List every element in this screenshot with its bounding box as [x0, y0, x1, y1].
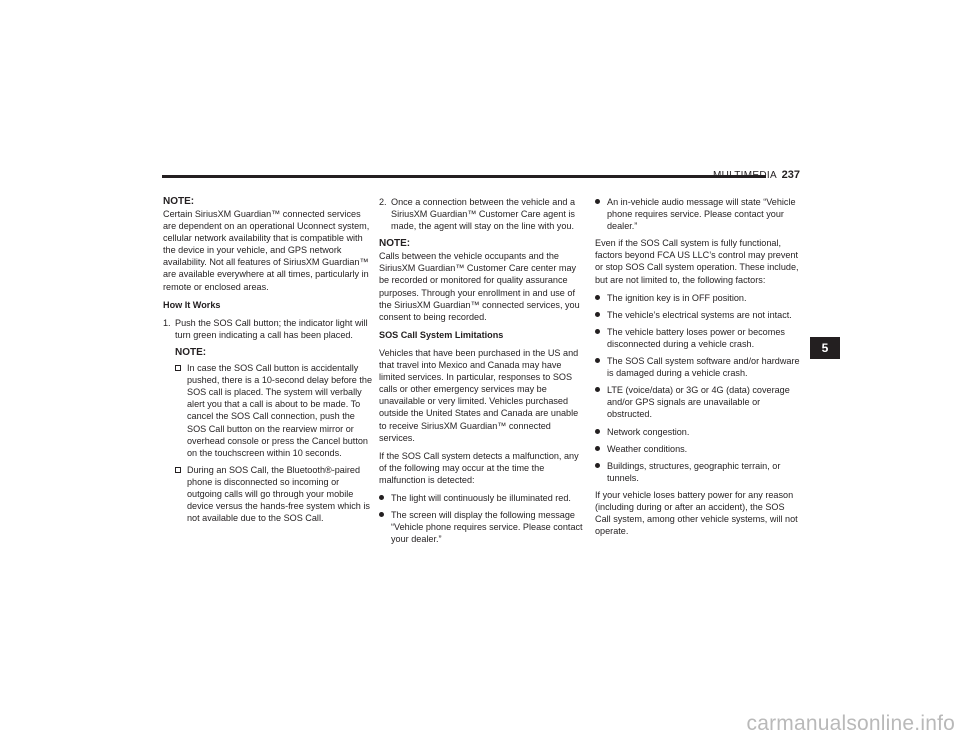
list-item-text: The vehicle battery loses power or becomes disconnected during a vehicle crash.: [607, 326, 785, 349]
step-number: 1.: [163, 317, 171, 328]
bullet-icon: [595, 384, 607, 420]
paragraph: If your vehicle loses battery power for any reason (including during or after an accident), the SOS Call system, among other vehicle systems, will not operate.: [595, 489, 798, 537]
list-item: [175, 362, 373, 459]
list-item-text: The SOS Call system software and/or hardware is damaged during a vehicle crash.: [607, 356, 800, 379]
list-item: [595, 292, 800, 304]
inner-note-label: NOTE:: [175, 346, 207, 358]
bullet-icon: [595, 326, 607, 350]
list-item: [595, 426, 800, 438]
list-item: [595, 460, 800, 484]
note-label: NOTE:: [379, 238, 411, 250]
list-item-text: Buildings, structures, geographic terrain, or tunnels.: [607, 460, 781, 483]
list-item-text: The ignition key is in OFF position.: [607, 292, 747, 303]
column-left: [163, 196, 373, 529]
list-item-text: An in-vehicle audio message will state “Vehicle phone requires service. Please contact your dealer.”: [607, 197, 796, 232]
list-item-text: During an SOS Call, the Bluetooth®-paired phone is disconnected so incoming or outgoing calls will go through your mobile device versus the hands-free system which is not available due to the SOS Call.: [187, 464, 370, 524]
header-rule: [162, 175, 766, 178]
step-text: Once a connection between the vehicle and a SiriusXM Guardian™ Customer Care agent is made, the agent will stay on the line with you.: [391, 197, 576, 232]
chapter-tab: 5: [810, 337, 840, 359]
step-2: [379, 196, 584, 232]
list-item-text: In case the SOS Call button is accidentally pushed, there is a 10-second delay before the SOS call is placed. The system will verbally alert you that a call is about to be made. To cancel the SOS Call connection, push the SOS Call button on the rearview mirror or overhead console or press the Cancel button on the touchscreen within 10 seconds.: [187, 363, 373, 458]
list-item-text: LTE (voice/data) or 3G or 4G (data) coverage and/or GPS signals are unavailable or obstructed.: [607, 385, 790, 420]
list-item-text: The screen will display the following message “Vehicle phone requires service. Please contact your dealer.”: [391, 510, 583, 545]
paragraph: Even if the SOS Call system is fully functional, factors beyond FCA US LLC’s control may prevent or stop SOS Call system operation. These include, but are not limited to, the following factors:: [595, 238, 799, 285]
list-item: [595, 326, 800, 350]
paragraph: Vehicles that have been purchased in the US and that travel into Mexico and Canada may have limited services. In particular, responses to SOS calls or other emergency services may be unavailable or very limited. Vehicles purchased outside the United States and Canada are unable to receive SiriusXM Guardian™ connected services.: [379, 347, 579, 443]
square-bullet-icon: [175, 362, 187, 459]
list-item: [595, 355, 800, 379]
note-label: NOTE:: [163, 196, 195, 207]
bullet-icon: [595, 196, 607, 232]
paragraph: If the SOS Call system detects a malfunction, any of the following may occur at the time the malfunction is detected:: [379, 450, 579, 485]
list-item-text: The light will continuously be illuminated red.: [391, 492, 571, 503]
note-text: Calls between the vehicle occupants and the SiriusXM Guardian™ Customer Care center may be recorded or monitored for quality assurance purposes. Through your enrollment in and use of the SiriusXM Guardian™ connected services, you consent to being recorded.: [379, 251, 580, 322]
list-item: [595, 443, 800, 455]
page-number: 237: [781, 169, 800, 181]
list-item: [175, 464, 373, 524]
square-bullet-icon: [175, 464, 187, 524]
how-it-works-heading: How It Works: [163, 299, 221, 310]
list-item-text: Weather conditions.: [607, 443, 688, 454]
list-item-text: Network congestion.: [607, 426, 690, 437]
column-middle: [379, 196, 584, 550]
bullet-icon: [379, 509, 391, 545]
list-item: [379, 492, 584, 504]
bullet-icon: [379, 492, 391, 504]
bullet-icon: [595, 292, 607, 304]
column-right: [595, 196, 800, 543]
limitations-heading: SOS Call System Limitations: [379, 329, 504, 340]
step-number: 2.: [379, 197, 387, 207]
bullet-icon: [595, 426, 607, 438]
bullet-icon: [595, 460, 607, 484]
step-1: [163, 317, 373, 341]
list-item-text: The vehicle’s electrical systems are not intact.: [607, 309, 792, 320]
bullet-icon: [595, 355, 607, 379]
list-item: [379, 509, 584, 545]
bullet-icon: [595, 309, 607, 321]
list-item: [595, 196, 800, 232]
note-text: Certain SiriusXM Guardian™ connected services are dependent on an operational Uconnect system, cellular network availability that is compatible with the device in your vehicle, and GPS network availability. Not all features of SiriusXM Guardian™ are available everywhere at all times, particularly in remote or enclosed areas.: [163, 209, 370, 292]
step-text: Push the SOS Call button; the indicator light will turn green indicating a call has been placed.: [175, 317, 368, 340]
watermark: carmanualsonline.info: [746, 712, 955, 735]
list-item: [595, 384, 800, 420]
step-1-note: [163, 347, 373, 524]
list-item: [595, 309, 800, 321]
bullet-icon: [595, 443, 607, 455]
section-title: MULTIMEDIA: [713, 170, 777, 181]
